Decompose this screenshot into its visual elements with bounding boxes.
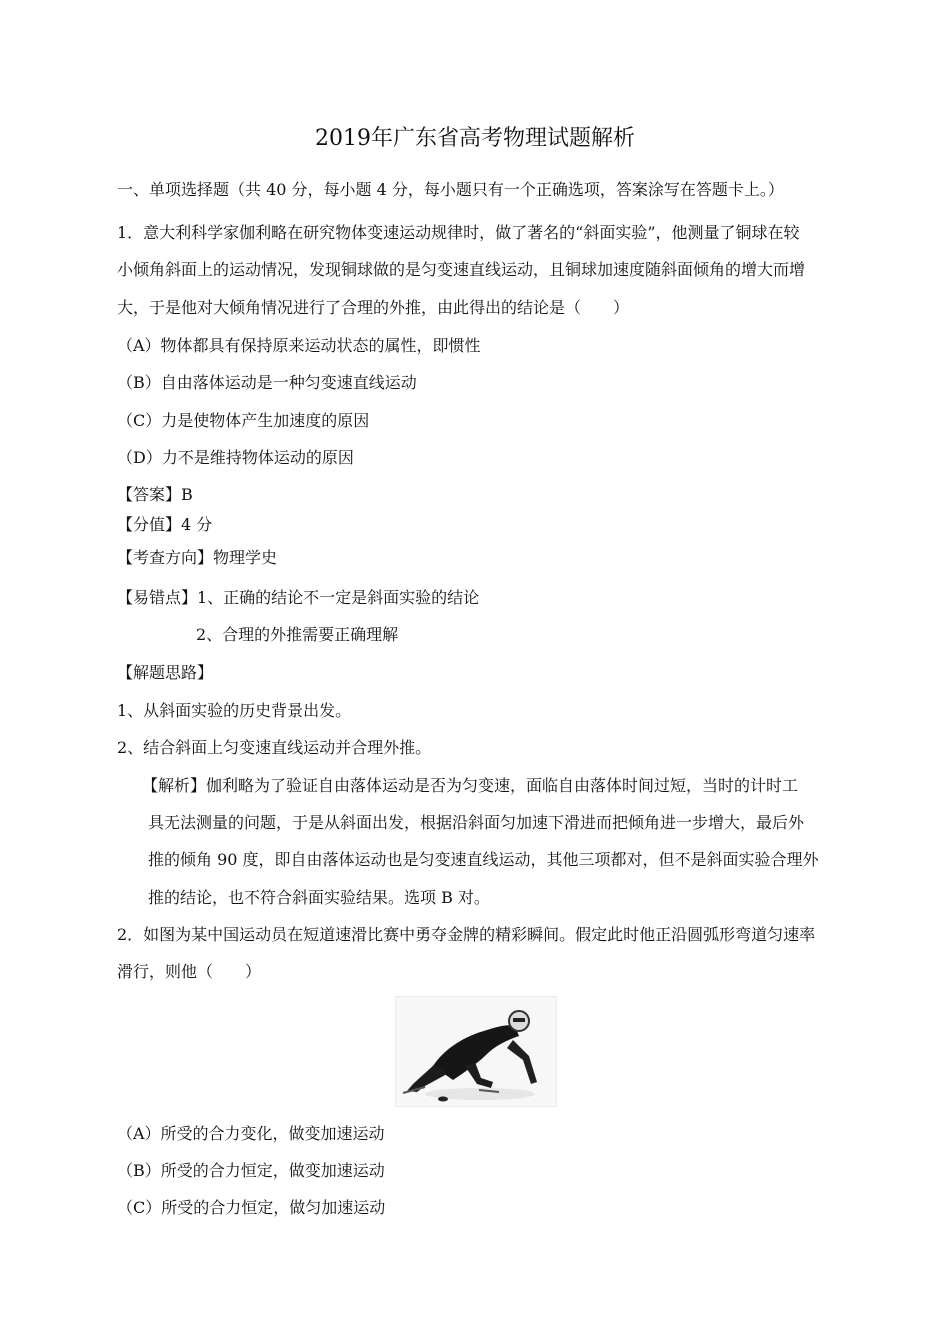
q1-answer: 【答案】B	[117, 485, 193, 504]
q1-stem-line-3: 大，于是他对大倾角情况进行了合理的外推，由此得出的结论是（ ）	[117, 298, 630, 317]
speed-skater-photo	[395, 996, 557, 1107]
q1-stem-line-2: 小倾角斜面上的运动情况，发现铜球做的是匀变速直线运动，且铜球加速度随斜面倾角的增大而增	[117, 260, 806, 279]
q1-option-a: （A）物体都具有保持原来运动状态的属性，即惯性	[117, 336, 481, 355]
q2-stem-line-2: 滑行，则他（ ）	[117, 962, 262, 981]
page-title: 2019年广东省高考物理试题解析	[315, 126, 635, 151]
q2-option-b: （B）所受的合力恒定，做变加速运动	[117, 1161, 385, 1180]
q1-approach-2: 2、结合斜面上匀变速直线运动并合理外推。	[117, 738, 432, 757]
q1-option-c: （C）力是使物体产生加速度的原因	[117, 411, 370, 430]
q1-analysis-line-4: 推的结论，也不符合斜面实验结果。选项 B 对。	[148, 888, 490, 907]
q1-analysis-line-2: 具无法测量的问题，于是从斜面出发，根据沿斜面匀加速下滑进而把倾角进一步增大，最后外	[148, 813, 805, 832]
q1-analysis-line-1: 【解析】伽利略为了验证自由落体运动是否为匀变速，面临自由落体时间过短，当时的计时工	[142, 776, 799, 795]
q1-score: 【分值】4 分	[117, 515, 213, 534]
q1-approach-1: 1、从斜面实验的历史背景出发。	[117, 701, 352, 720]
q1-option-d: （D）力不是维持物体运动的原因	[117, 448, 354, 467]
q1-pitfall-2: 2、合理的外推需要正确理解	[196, 625, 399, 644]
q1-option-b: （B）自由落体运动是一种匀变速直线运动	[117, 373, 417, 392]
section-heading: 一、单项选择题（共 40 分，每小题 4 分，每小题只有一个正确选项，答案涂写在答题卡上。）	[117, 180, 784, 199]
q2-option-c: （C）所受的合力恒定，做匀加速运动	[117, 1198, 386, 1217]
q2-option-a: （A）所受的合力变化，做变加速运动	[117, 1124, 385, 1143]
q2-stem-line-1: 2．如图为某中国运动员在短道速滑比赛中勇夺金牌的精彩瞬间。假定此时他正沿圆弧形弯道匀速率	[117, 925, 816, 944]
q1-approach-heading: 【解题思路】	[117, 663, 214, 682]
q1-pitfall-1: 【易错点】1、正确的结论不一定是斜面实验的结论	[117, 588, 480, 607]
q1-direction: 【考查方向】物理学史	[117, 548, 278, 567]
q1-stem-line-1: 1．意大利科学家伽利略在研究物体变速运动规律时，做了著名的“斜面实验”，他测量了铜球在较	[117, 223, 800, 242]
q1-analysis-line-3: 推的倾角 90 度，即自由落体运动也是匀变速直线运动，其他三项都对，但不是斜面实验合理外	[148, 850, 819, 869]
